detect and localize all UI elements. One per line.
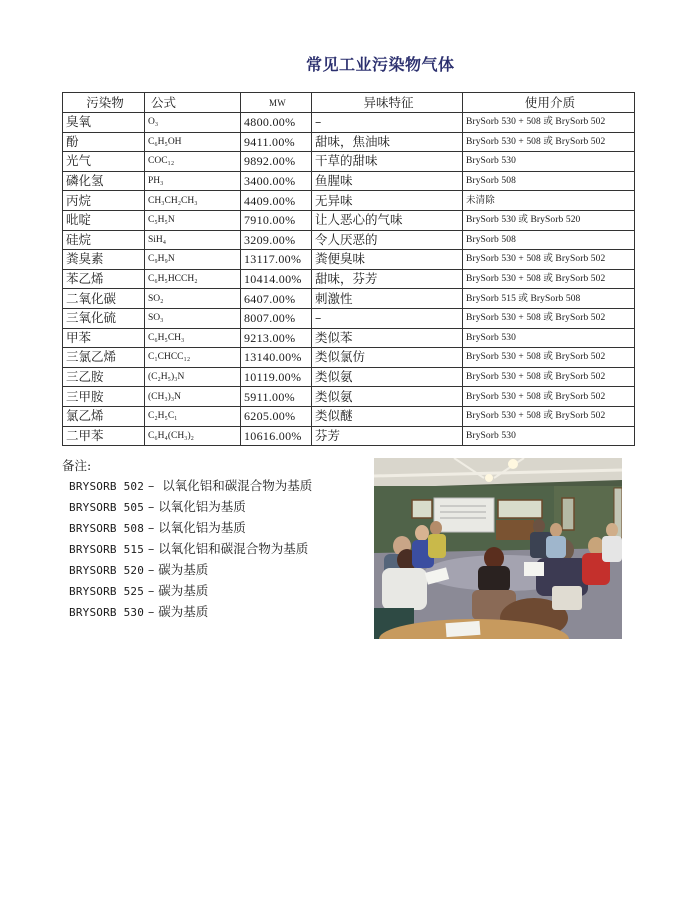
note-code: BRYSORB 525 bbox=[69, 585, 145, 598]
table-row bbox=[63, 230, 635, 250]
table-row bbox=[63, 210, 635, 230]
mw-cell: 3400.00% bbox=[241, 171, 312, 191]
mw-cell: 3209.00% bbox=[241, 230, 312, 250]
media-cell: BrySorb 530 + 508 或 BrySorb 502 bbox=[463, 348, 635, 368]
formula-cell: SO₃ bbox=[145, 308, 241, 328]
odor-cell: 令人厌恶的 bbox=[312, 230, 463, 250]
media-cell: BrySorb 530 + 508 或 BrySorb 502 bbox=[463, 387, 635, 407]
odor-cell: 让人恶心的气味 bbox=[312, 210, 463, 230]
note-item bbox=[69, 539, 312, 560]
formula-cell: (C₂H₅)₃N bbox=[145, 367, 241, 387]
formula-cell: SiH₄ bbox=[145, 230, 241, 250]
media-cell: BrySorb 515 或 BrySorb 508 bbox=[463, 289, 635, 309]
table-row bbox=[63, 406, 635, 426]
pollutant-cell: 粪臭素 bbox=[63, 250, 145, 270]
pollutant-cell: 吡啶 bbox=[63, 210, 145, 230]
pollutant-cell: 三甲胺 bbox=[63, 387, 145, 407]
note-description: – 碳为基质 bbox=[144, 562, 209, 577]
mw-cell: 9213.00% bbox=[241, 328, 312, 348]
formula-cell: C₆H₅HCCH₂ bbox=[145, 269, 241, 289]
pollutant-cell: 臭氧 bbox=[63, 113, 145, 133]
mw-cell: 10119.00% bbox=[241, 367, 312, 387]
note-code: BRYSORB 502 bbox=[69, 480, 145, 493]
pollutant-cell: 三氯乙烯 bbox=[63, 348, 145, 368]
odor-cell: 类似氯仿 bbox=[312, 348, 463, 368]
formula-cell: SO₂ bbox=[145, 289, 241, 309]
media-cell: BrySorb 530 或 BrySorb 520 bbox=[463, 210, 635, 230]
note-item bbox=[69, 602, 312, 623]
mw-cell: 6205.00% bbox=[241, 406, 312, 426]
note-description: – 碳为基质 bbox=[144, 583, 209, 598]
media-cell: BrySorb 530 bbox=[463, 328, 635, 348]
formula-cell: C₂H₅C₁ bbox=[145, 406, 241, 426]
header-media: 使用介质 bbox=[463, 93, 635, 113]
odor-cell: 芬芳 bbox=[312, 426, 463, 446]
pollutant-cell: 氯乙烯 bbox=[63, 406, 145, 426]
note-code: BRYSORB 505 bbox=[69, 501, 145, 514]
formula-cell: C₅H₅N bbox=[145, 210, 241, 230]
note-code: BRYSORB 520 bbox=[69, 564, 145, 577]
formula-cell: PH₃ bbox=[145, 171, 241, 191]
table-row bbox=[63, 387, 635, 407]
note-item bbox=[69, 497, 312, 518]
pollutant-cell: 磷化氢 bbox=[63, 171, 145, 191]
table-header-row bbox=[63, 93, 635, 113]
note-description: – 以氧化铝为基质 bbox=[144, 520, 246, 535]
note-code: BRYSORB 508 bbox=[69, 522, 145, 535]
table-row bbox=[63, 152, 635, 172]
formula-cell: (CH₃)₃N bbox=[145, 387, 241, 407]
media-cell: BrySorb 508 bbox=[463, 171, 635, 191]
note-description: – 碳为基质 bbox=[144, 604, 209, 619]
odor-cell: 类似醚 bbox=[312, 406, 463, 426]
table-row bbox=[63, 367, 635, 387]
formula-cell: C₆H₅CH₃ bbox=[145, 328, 241, 348]
media-cell: BrySorb 530 + 508 或 BrySorb 502 bbox=[463, 113, 635, 133]
mw-cell: 4800.00% bbox=[241, 113, 312, 133]
table-row bbox=[63, 113, 635, 133]
note-description: – 以氧化铝和碳混合物为基质 bbox=[144, 541, 309, 556]
odor-cell: 刺激性 bbox=[312, 289, 463, 309]
classroom-photo bbox=[374, 458, 622, 639]
notes-list bbox=[62, 476, 312, 623]
pollutant-table bbox=[62, 92, 635, 446]
pollutant-cell: 三乙胺 bbox=[63, 367, 145, 387]
note-description: – 以氧化铝为基质 bbox=[144, 499, 246, 514]
media-cell: BrySorb 530 + 508 或 BrySorb 502 bbox=[463, 406, 635, 426]
table-row bbox=[63, 269, 635, 289]
odor-cell: 类似氨 bbox=[312, 367, 463, 387]
note-code: BRYSORB 530 bbox=[69, 606, 145, 619]
mw-cell: 9411.00% bbox=[241, 132, 312, 152]
pollutant-cell: 光气 bbox=[63, 152, 145, 172]
media-cell: BrySorb 530 bbox=[463, 426, 635, 446]
media-cell: BrySorb 508 bbox=[463, 230, 635, 250]
pollutant-cell: 苯乙烯 bbox=[63, 269, 145, 289]
formula-cell: C₁CHCC₁₂ bbox=[145, 348, 241, 368]
pollutant-cell: 硅烷 bbox=[63, 230, 145, 250]
note-code: BRYSORB 515 bbox=[69, 543, 145, 556]
formula-cell: O₃ bbox=[145, 113, 241, 133]
table-row bbox=[63, 250, 635, 270]
pollutant-cell: 二氧化碳 bbox=[63, 289, 145, 309]
odor-cell: 类似氨 bbox=[312, 387, 463, 407]
note-item bbox=[69, 518, 312, 539]
media-cell: BrySorb 530 + 508 或 BrySorb 502 bbox=[463, 250, 635, 270]
pollutant-cell: 酚 bbox=[63, 132, 145, 152]
formula-cell: COC₁₂ bbox=[145, 152, 241, 172]
table-row bbox=[63, 328, 635, 348]
notes-heading: 备注: bbox=[62, 458, 92, 473]
odor-cell: 鱼腥味 bbox=[312, 171, 463, 191]
odor-cell: – bbox=[312, 308, 463, 328]
mw-cell: 10414.00% bbox=[241, 269, 312, 289]
mw-cell: 10616.00% bbox=[241, 426, 312, 446]
mw-cell: 7910.00% bbox=[241, 210, 312, 230]
table-row bbox=[63, 308, 635, 328]
note-item bbox=[69, 476, 312, 497]
mw-cell: 6407.00% bbox=[241, 289, 312, 309]
odor-cell: 无异味 bbox=[312, 191, 463, 211]
odor-cell: 甜味，芬芳 bbox=[312, 269, 463, 289]
odor-cell: 类似苯 bbox=[312, 328, 463, 348]
table-row bbox=[63, 132, 635, 152]
note-item bbox=[69, 560, 312, 581]
odor-cell: 干草的甜味 bbox=[312, 152, 463, 172]
note-item bbox=[69, 581, 312, 602]
pollutant-cell: 二甲苯 bbox=[63, 426, 145, 446]
media-cell: BrySorb 530 + 508 或 BrySorb 502 bbox=[463, 269, 635, 289]
header-mw: MW bbox=[241, 93, 312, 113]
note-description: – 以氧化铝和碳混合物为基质 bbox=[144, 478, 313, 493]
pollutant-cell: 甲苯 bbox=[63, 328, 145, 348]
formula-cell: C₆H₅OH bbox=[145, 132, 241, 152]
mw-cell: 5911.00% bbox=[241, 387, 312, 407]
odor-cell: 粪便臭味 bbox=[312, 250, 463, 270]
header-odor: 异味特征 bbox=[312, 93, 463, 113]
media-cell: 未清除 bbox=[463, 191, 635, 211]
mw-cell: 13117.00% bbox=[241, 250, 312, 270]
pollutant-cell: 三氧化硫 bbox=[63, 308, 145, 328]
table-row bbox=[63, 348, 635, 368]
mw-cell: 4409.00% bbox=[241, 191, 312, 211]
header-pollutant: 污染物 bbox=[63, 93, 145, 113]
media-cell: BrySorb 530 + 508 或 BrySorb 502 bbox=[463, 308, 635, 328]
formula-cell: C₉H₉N bbox=[145, 250, 241, 270]
media-cell: BrySorb 530 + 508 或 BrySorb 502 bbox=[463, 367, 635, 387]
mw-cell: 9892.00% bbox=[241, 152, 312, 172]
table-row bbox=[63, 171, 635, 191]
mw-cell: 13140.00% bbox=[241, 348, 312, 368]
table-row bbox=[63, 289, 635, 309]
table-row bbox=[63, 191, 635, 211]
pollutant-cell: 丙烷 bbox=[63, 191, 145, 211]
photo-image bbox=[374, 458, 622, 639]
header-formula: 公式 bbox=[145, 93, 241, 113]
mw-cell: 8007.00% bbox=[241, 308, 312, 328]
notes-section bbox=[62, 456, 312, 623]
odor-cell: 甜味，焦油味 bbox=[312, 132, 463, 152]
formula-cell: CH₃CH₂CH₃ bbox=[145, 191, 241, 211]
page-title: 常见工业污染物气体 bbox=[306, 55, 455, 74]
media-cell: BrySorb 530 bbox=[463, 152, 635, 172]
media-cell: BrySorb 530 + 508 或 BrySorb 502 bbox=[463, 132, 635, 152]
odor-cell: – bbox=[312, 113, 463, 133]
formula-cell: C₆H₄(CH₃)₂ bbox=[145, 426, 241, 446]
table-row bbox=[63, 426, 635, 446]
